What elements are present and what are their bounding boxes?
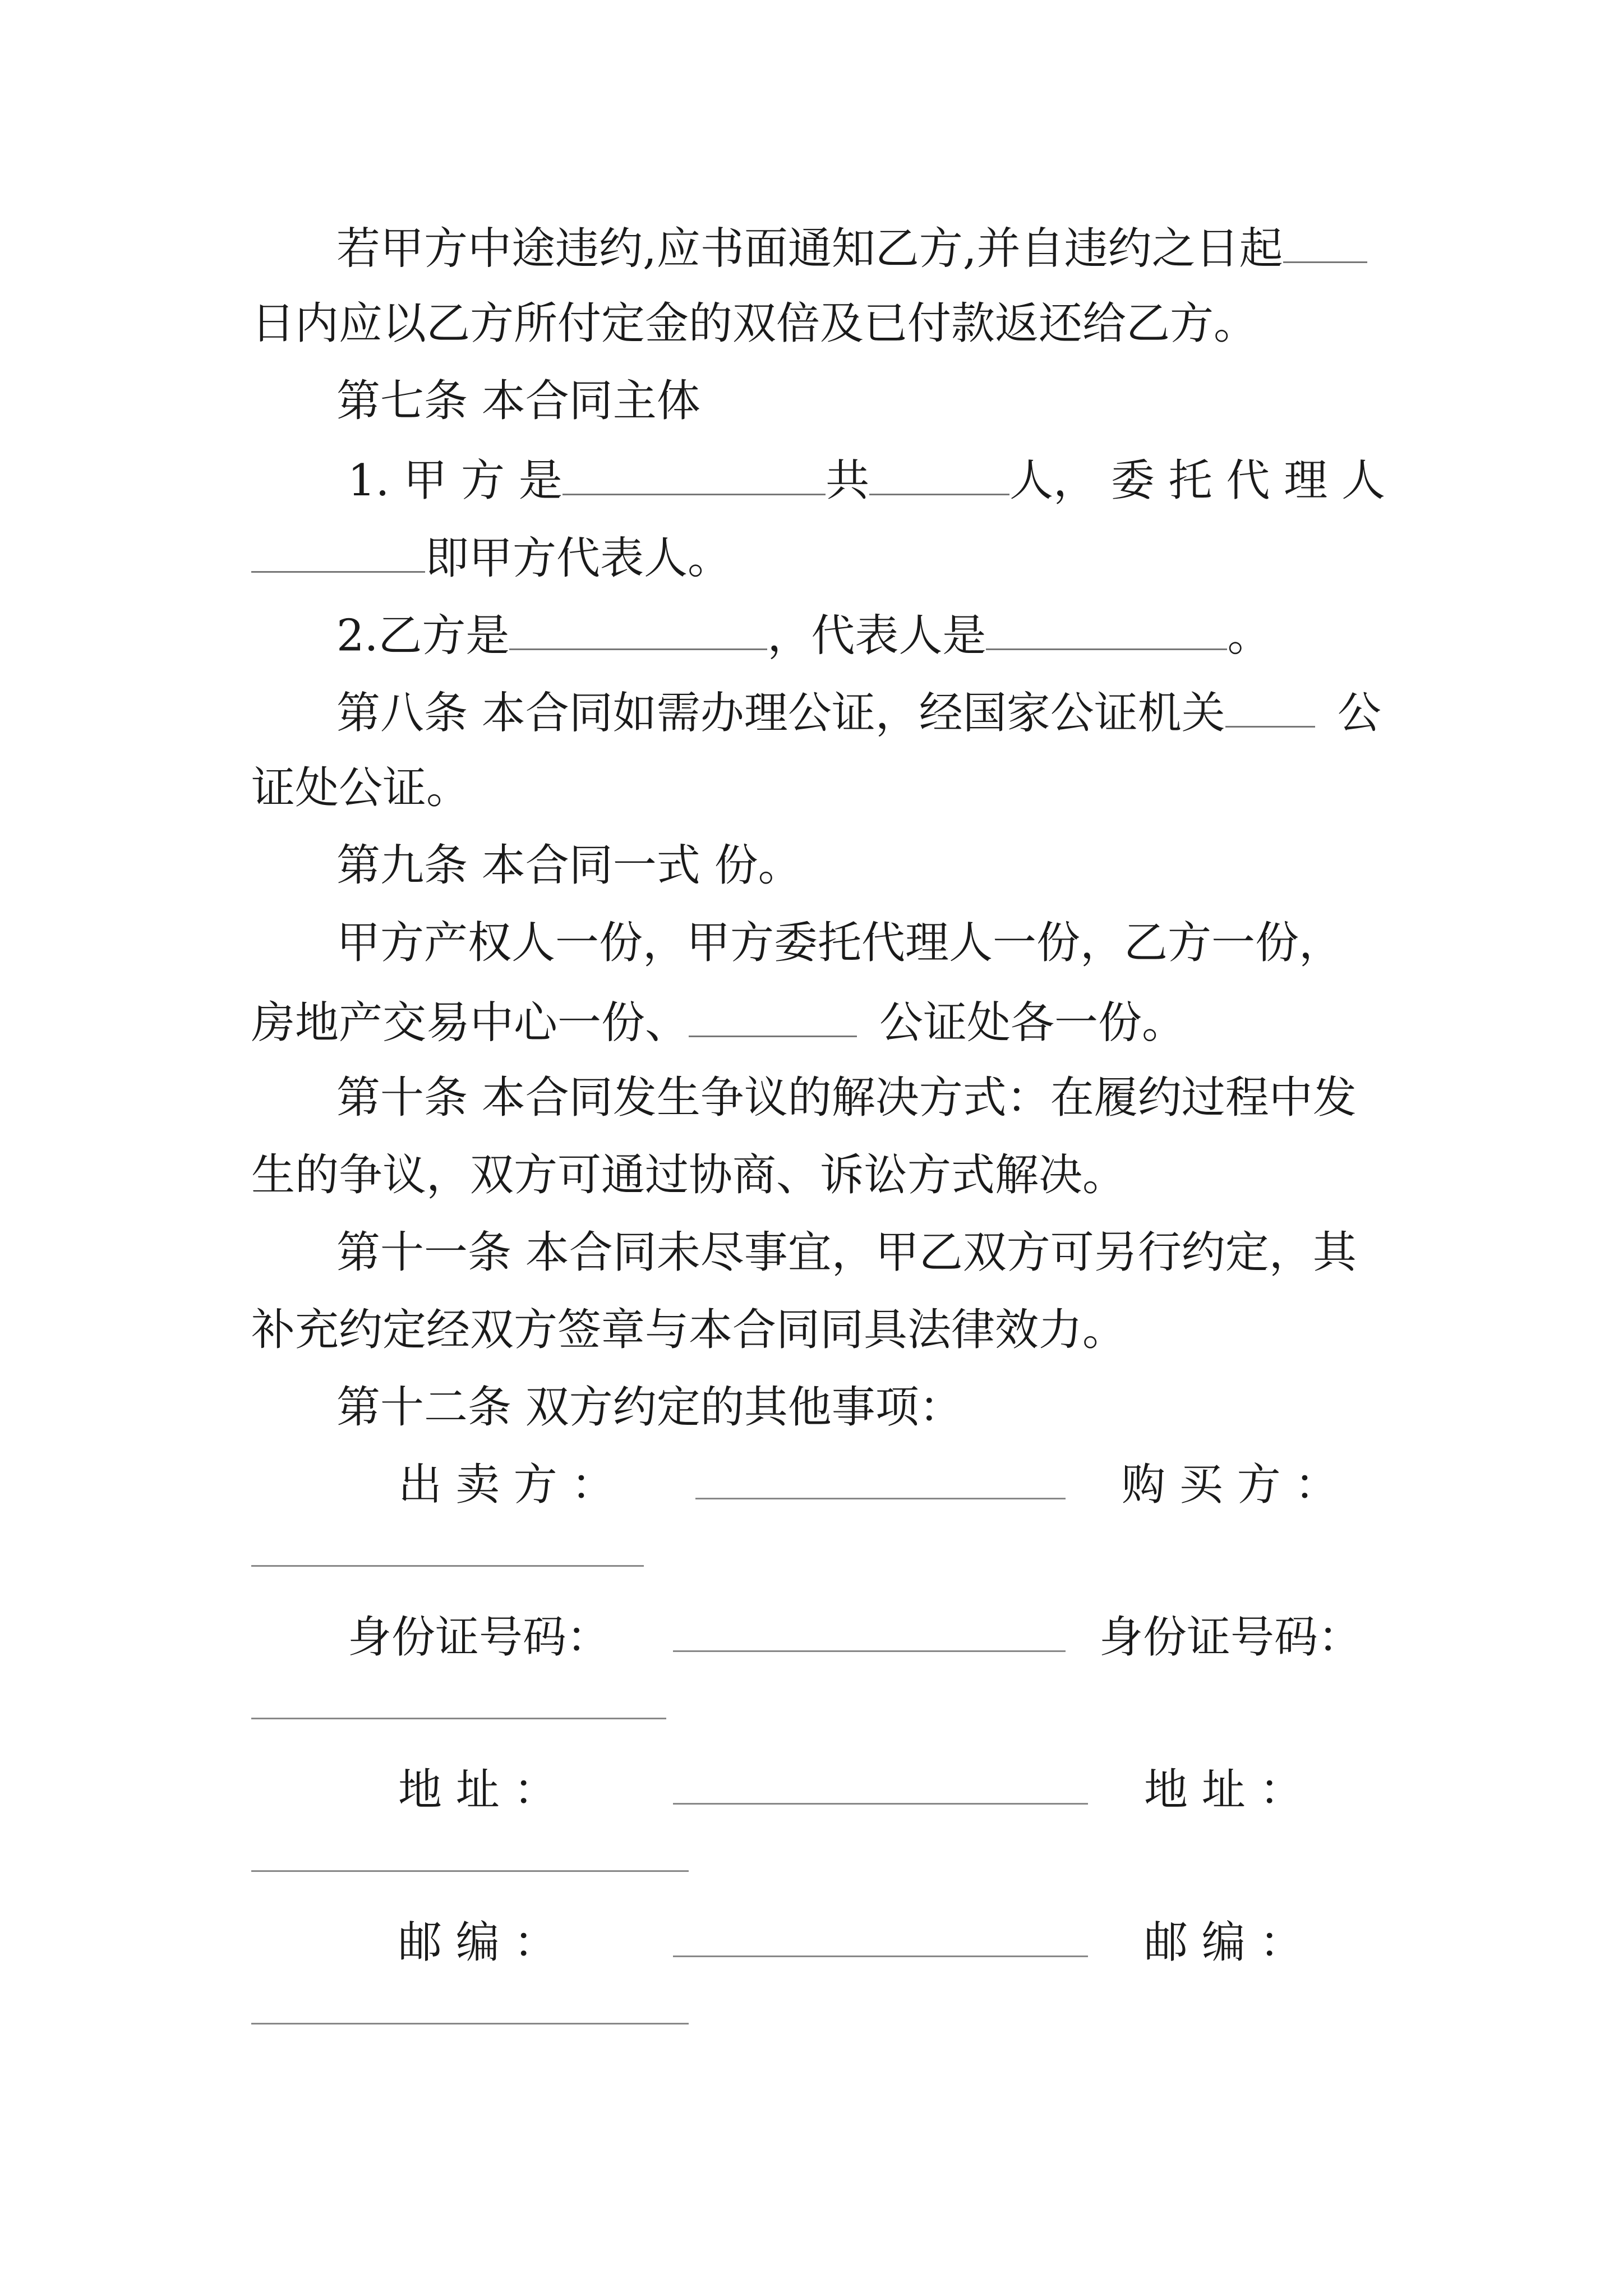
party-a-name-blank bbox=[562, 457, 826, 495]
agent-name-blank bbox=[251, 534, 425, 573]
seller-signature-line bbox=[695, 1498, 1066, 1499]
article-11-line-2: 补充约定经双方签章与本合同同具法律效力。 bbox=[251, 1305, 1127, 1355]
buyer-id-line bbox=[251, 1718, 666, 1719]
buyer-label: 购 买 方 ： bbox=[1122, 1460, 1339, 1510]
notary-blank bbox=[1225, 689, 1315, 728]
days-blank bbox=[1283, 224, 1367, 263]
buyer-id-label: 身份证号码： bbox=[1099, 1612, 1362, 1663]
article-11-line-1: 第十一条 本合同未尽事宜，甲乙双方可另行约定，其 bbox=[336, 1227, 1357, 1278]
article-8-line-2: 证处公证。 bbox=[251, 763, 471, 813]
buyer-postcode-line bbox=[251, 2023, 689, 2024]
article-9: 第九条 本合同一式 份。 bbox=[336, 840, 802, 891]
buyer-address-line bbox=[251, 1870, 689, 1872]
buyer-postcode-label: 邮 编 ： bbox=[1144, 1917, 1303, 1968]
buyer-signature-line bbox=[251, 1565, 644, 1567]
copies-notary-blank bbox=[689, 999, 857, 1037]
article-8-line-1: 第八条 本合同如需办理公证，经国家公证机关 公 bbox=[336, 688, 1381, 739]
article-7-item-2: 2.乙方是 ，代表人是 。 bbox=[336, 610, 1271, 661]
article-10-line-2: 生的争议，双方可通过协商、诉讼方式解决。 bbox=[251, 1150, 1127, 1200]
seller-address-line bbox=[673, 1803, 1088, 1805]
seller-id-line bbox=[673, 1650, 1066, 1652]
article-7-item-1-line-2: 即甲方代表人。 bbox=[251, 534, 731, 580]
seller-postcode-line bbox=[673, 1955, 1088, 1957]
party-a-count-blank bbox=[869, 457, 1009, 495]
breach-clause-line-2: 日内应以乙方所付定金的双倍及已付款返还给乙方。 bbox=[251, 298, 1258, 349]
party-b-name-blank bbox=[509, 611, 767, 650]
party-b-representative-blank bbox=[986, 611, 1227, 650]
article-7-item-1-line-1: 1. 甲 方 是 共 人， 委 托 代 理 人 bbox=[348, 455, 1385, 507]
buyer-address-label: 地 址 ： bbox=[1144, 1765, 1303, 1815]
seller-address-label: 地 址 ： bbox=[398, 1765, 557, 1815]
copies-line-2: 房地产交易中心一份、 公证处各一份。 bbox=[251, 997, 1186, 1048]
breach-clause-line-1: 若甲方中途违约,应书面通知乙方,并自违约之日起 bbox=[336, 224, 1367, 270]
seller-postcode-label: 邮 编 ： bbox=[398, 1917, 557, 1968]
article-10-line-1: 第十条 本合同发生争议的解决方式：在履约过程中发 bbox=[336, 1073, 1357, 1123]
article-7-title: 第七条 本合同主体 bbox=[336, 376, 700, 426]
copies-line-1: 甲方产权人一份，甲方委托代理人一份，乙方一份， bbox=[336, 918, 1343, 968]
article-12: 第十二条 双方约定的其他事项： bbox=[336, 1382, 963, 1433]
seller-label: 出 卖 方 ： bbox=[398, 1460, 615, 1510]
seller-id-label: 身份证号码： bbox=[348, 1612, 611, 1663]
